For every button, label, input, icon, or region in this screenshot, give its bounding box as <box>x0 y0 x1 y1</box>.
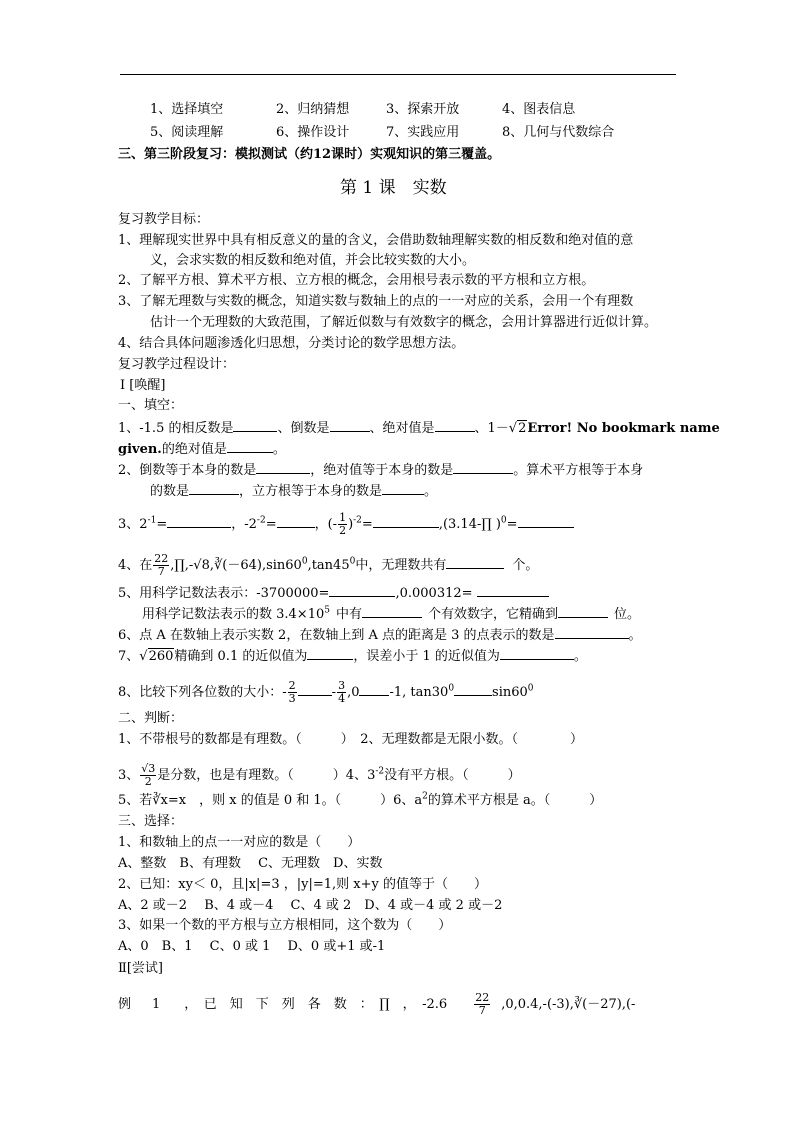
q1-text-f: 。 <box>272 442 286 457</box>
question-5-line-2 <box>142 605 640 623</box>
q3-eq-1: = <box>156 517 168 532</box>
q7-text-a: 7、 <box>118 649 140 664</box>
q3-eq-3: = <box>361 517 373 532</box>
q3-exp-1: -1 <box>147 515 157 526</box>
q5-text-e: 个有效数字，它精确到 <box>428 607 559 622</box>
q6-text-a: 6、点 A 在数轴上表示实数 2，在数轴上到 A 点的距离是 3 的点表示的数是 <box>118 628 555 643</box>
q3-exp-4: 0 <box>500 515 507 526</box>
j5-text-a: 5、若∛x=x ，则 x 的值是 0 和 1。（ ）6、a <box>118 793 423 808</box>
j5-exp: 2 <box>422 791 428 802</box>
question-2 <box>118 461 643 479</box>
q2-text-d: 的数是 <box>150 484 190 499</box>
q8-text-d: -1, tan30 <box>389 685 449 700</box>
ex1-fraction <box>474 992 490 1017</box>
q7-blank-2[interactable] <box>500 647 574 660</box>
q1-blank-3[interactable] <box>435 419 475 432</box>
question-5 <box>118 584 549 602</box>
q4-frac-den: 7 <box>157 565 165 578</box>
choice-1-options: A、整数 B、有理数 C、无理数 D、实数 <box>118 856 383 871</box>
q1-text-e: 的绝对值是 <box>161 442 227 457</box>
q2-text-e: ，立方根等于本身的数是 <box>239 484 383 499</box>
categories-row-2 <box>150 125 614 141</box>
q4-fraction <box>153 553 169 578</box>
j3-exp: -2 <box>375 766 385 777</box>
q8-blank-1[interactable] <box>298 683 332 696</box>
choice-1: 1、和数轴上的点一一对应的数是（ ） <box>118 835 361 850</box>
choice-heading: 三、选择： <box>118 814 184 829</box>
question-1-line-2 <box>118 440 286 458</box>
q4-text-e: 个。 <box>512 558 539 573</box>
j5-text-b: 的算术平方根是 a。（ ） <box>427 793 603 808</box>
q3-blank-4[interactable] <box>518 515 574 528</box>
choice-3-options: A、0 B、1 C、0 或 1 D、0 或+1 或-1 <box>118 939 386 954</box>
q3-exp-2: -2 <box>256 515 266 526</box>
q8-blank-2[interactable] <box>359 683 389 696</box>
q1-blank-1[interactable] <box>233 419 277 432</box>
q3-text-a: 3、2 <box>118 517 148 532</box>
judge-heading: 二、判断： <box>118 711 184 726</box>
q2-text-c: 。算术平方根等于本身 <box>513 463 644 478</box>
goal-1b: 义，会求实数的相反数和绝对值，并会比较实数的大小。 <box>150 253 476 268</box>
q3-text-e: ,(3.14-∏ ) <box>438 517 501 532</box>
q1-blank-2[interactable] <box>330 419 370 432</box>
q1-error-text: Error! No bookmark name <box>527 421 720 436</box>
q7-text-c: ，误差小于 1 的近似值为 <box>353 649 500 664</box>
goal-3a: 3、了解无理数与实数的概念，知道实数与数轴上的点的一一对应的关系，会用一个有理数 <box>118 294 634 309</box>
category-8: 8、几何与代数综合 <box>502 125 615 140</box>
q1-radicand: 2 <box>518 421 527 436</box>
ex1-frac-den: 7 <box>478 1004 486 1017</box>
category-1: 1、选择填空 <box>150 102 224 117</box>
q3-frac-den: 2 <box>339 524 347 537</box>
q4-exp-1: 0 <box>301 556 308 567</box>
question-2-line-2 <box>150 482 437 500</box>
question-4 <box>118 553 538 578</box>
judge-1-2: 1、不带根号的数都是有理数。（ ） 2、无理数都是无限小数。（ ） <box>118 732 584 747</box>
q7-blank-1[interactable] <box>307 647 353 660</box>
q2-text-b: ，绝对值等于本身的数是 <box>310 463 454 478</box>
q1-text-c: 、绝对值是 <box>369 421 435 436</box>
question-8 <box>118 680 534 705</box>
q8-frac1-den: 3 <box>288 692 296 705</box>
category-6: 6、操作设计 <box>276 125 350 140</box>
judge-3-4 <box>118 763 521 788</box>
q5-blank-3[interactable] <box>362 605 422 618</box>
q8-fraction-1 <box>288 680 297 705</box>
category-7: 7、实践应用 <box>386 125 460 140</box>
q3-text-d: ) <box>348 517 354 532</box>
q8-text-c: ,0 <box>347 685 360 700</box>
q5-blank-4[interactable] <box>558 605 608 618</box>
q6-text-b: 。 <box>628 628 642 643</box>
q5-blank-2[interactable] <box>477 584 549 597</box>
q4-blank[interactable] <box>446 556 504 569</box>
q1-text-b: 、倒数是 <box>277 421 330 436</box>
q3-exp-3: -2 <box>353 515 362 526</box>
goal-3b: 估计一个无理数的大致范围，了解近似数与有效数字的概念，会用计算器进行近似计算。 <box>150 315 658 330</box>
q2-blank-4[interactable] <box>382 482 424 495</box>
q3-eq-4: = <box>506 517 518 532</box>
q1-error-given: given. <box>118 442 162 457</box>
q8-exp-2: 0 <box>527 683 534 694</box>
q5-text-b: ,0.000312= <box>395 586 473 601</box>
q4-frac-num: 22 <box>154 552 169 565</box>
section-1-heading: Ⅰ [唤醒] <box>120 378 166 393</box>
ex1-text: ， 已 知 下 列 各 数 ： ∏ ， -2.6 <box>184 997 448 1012</box>
j3-text-a: 3、 <box>118 768 140 783</box>
q8-frac2-den: 4 <box>338 692 346 705</box>
fill-heading: 一、填空： <box>118 398 184 413</box>
q4-exp-2: 0 <box>349 556 356 567</box>
q5-exp: 5 <box>324 605 330 616</box>
q4-text-a: 4、在 <box>118 558 153 573</box>
j3-frac-den: 2 <box>144 775 152 788</box>
category-3: 3、探索开放 <box>386 102 460 117</box>
q5-blank-1[interactable] <box>329 584 395 597</box>
category-2: 2、归纳猜想 <box>276 102 350 117</box>
j3-fraction <box>140 763 156 788</box>
categories-row-1 <box>150 102 575 118</box>
q5-text-c: 用科学记数法表示的数 3.4×10 <box>142 607 325 622</box>
q7-text-b: 精确到 0.1 的近似值为 <box>174 649 308 664</box>
category-5: 5、阅读理解 <box>150 125 224 140</box>
q3-blank-3[interactable] <box>373 515 439 528</box>
q3-eq-2: = <box>265 517 277 532</box>
ex1-frac-num: 22 <box>475 991 490 1004</box>
q3-blank-1[interactable] <box>167 515 231 528</box>
j3-text-c: 没有平方根。（ ） <box>384 768 521 783</box>
category-4: 4、图表信息 <box>502 102 576 117</box>
q5-text-a: 5、用科学记数法表示：-3700000= <box>118 586 330 601</box>
section-2-heading: Ⅱ[尝试] <box>118 961 163 976</box>
q8-text-e: sin60 <box>492 685 528 700</box>
header-rule <box>120 74 676 75</box>
q8-frac2-num: 3 <box>338 679 346 692</box>
judge-5-6 <box>118 793 602 809</box>
stage3-heading: 三、第三阶段复习：模拟测试（约12课时）实观知识的第三覆盖。 <box>118 147 501 162</box>
ex1-label: 例 1 <box>118 997 165 1012</box>
lesson-title: 第 1 课 实数 <box>340 178 447 198</box>
q6-blank[interactable] <box>555 626 629 639</box>
q8-blank-3[interactable] <box>454 683 492 696</box>
question-7: 7、√260精确到 0.1 的近似值为 ，误差小于 1 的近似值为 。 <box>118 649 587 664</box>
j3-text-b: 是分数，也是有理数。（ ）4、3 <box>157 768 376 783</box>
ex1-rest: ,0,0.4,-(-3),∛(－27),(- <box>501 997 636 1012</box>
q1-blank-4[interactable] <box>227 440 273 453</box>
q2-text-f: 。 <box>424 484 438 499</box>
q1-text-d: 、1－ <box>474 421 509 436</box>
q8-text-a: 8、比较下列各位数的大小：- <box>118 685 287 700</box>
q3-blank-2[interactable] <box>277 515 315 528</box>
q1-text-a: 1、-1.5 的相反数是 <box>118 421 234 436</box>
question-1: 1、-1.5 的相反数是 、倒数是 、绝对值是 、1－√2Error! No bookmark name <box>118 421 720 436</box>
q4-text-c: ,tan45 <box>307 558 350 573</box>
q2-blank-1[interactable] <box>256 461 310 474</box>
q3-text-b: ，-2 <box>231 517 257 532</box>
goal-2: 2、了解平方根、算术平方根、立方根的概念，会用根号表示数的平方根和立方根。 <box>118 273 595 288</box>
goal-4: 4、结合具体问题渗透化归思想，分类讨论的数学思想方法。 <box>118 336 465 351</box>
example-1 <box>118 992 635 1017</box>
q3-text-c: ，(- <box>314 517 338 532</box>
q8-fraction-2 <box>337 680 346 705</box>
q8-frac1-num: 2 <box>288 679 296 692</box>
q5-text-d: 中有 <box>335 607 362 622</box>
q4-text-b: ,∏,-√8,∛(－64),sin60 <box>170 558 302 573</box>
question-3 <box>118 512 574 537</box>
choice-2-options: A、2 或－2 B、4 或－4 C、4 或 2 D、4 或－4 或 2 或－2 <box>118 898 503 913</box>
j3-frac-num: √3 <box>141 762 156 775</box>
q8-text-b: - <box>331 685 337 700</box>
q5-text-f: 位。 <box>614 607 641 622</box>
q4-text-d: 中，无理数共有 <box>355 558 447 573</box>
question-6 <box>118 626 642 644</box>
goals-heading: 复习教学目标： <box>118 212 210 227</box>
choice-2: 2、已知：xy＜ 0，且|x|=3 ，|y|=1,则 x+y 的值等于（ ） <box>118 877 487 892</box>
choice-3: 3、如果一个数的平方根与立方根相同，这个数为（ ） <box>118 918 452 933</box>
process-heading: 复习教学过程设计： <box>118 357 236 372</box>
q2-blank-3[interactable] <box>189 482 239 495</box>
q7-text-d: 。 <box>573 649 587 664</box>
ex1-gap <box>447 996 473 1008</box>
goal-1a: 1、理解现实世界中具有相反意义的量的含义，会借助数轴理解实数的相反数和绝对值的意 <box>118 233 634 248</box>
q7-radicand: 260 <box>148 649 174 664</box>
q2-text-a: 2、倒数等于本身的数是 <box>118 463 257 478</box>
q8-exp-1: 0 <box>448 683 455 694</box>
q3-fraction <box>338 512 347 537</box>
q2-blank-2[interactable] <box>453 461 513 474</box>
q3-frac-num: 1 <box>339 511 347 524</box>
